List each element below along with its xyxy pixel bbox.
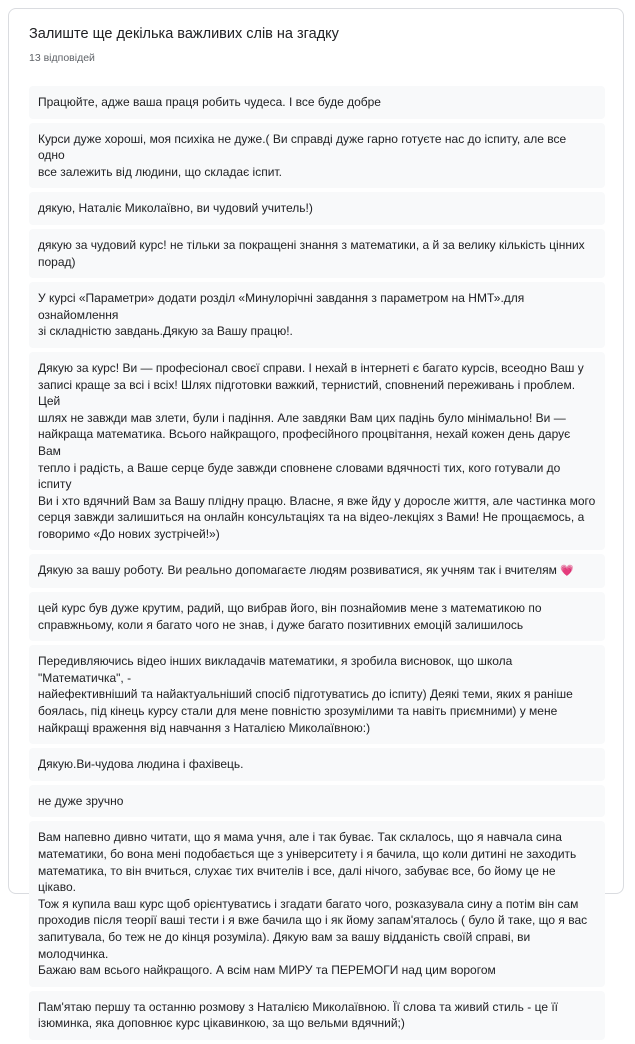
response-text: цей курс був дуже крутим, радий, що вибрав його, він познайомив мене з математикою по справжньому, коли я багато чого не знав, і дуже багато позитивних емоцій залишилось [38, 601, 542, 632]
question-card [8, 8, 624, 1031]
response-text: Працюйте, адже ваша праця робить чудеса. І все буде добре [38, 95, 381, 109]
response-item [29, 86, 605, 119]
response-count: 13 відповідей [29, 52, 95, 64]
response-item [29, 748, 605, 781]
response-text: Дякую.Ви-чудова людина і фахівець. [38, 757, 244, 772]
response-item [29, 554, 605, 588]
response-text: Передивляючись відео інших викладачів математики, я зробила висновок, що школа "Математичка", - найефективніший та найактуальніший спосіб підготуватись до іспиту) Деякі теми, яких я раніше боялась, під кінець курсу стали для мене повністю зрозумілими та навіть приємними) у мене найкращі враження від навчання з Наталією Миколаївною:) [38, 654, 573, 735]
response-item [29, 192, 605, 225]
response-item [29, 229, 605, 278]
response-item [29, 821, 605, 986]
response-item [29, 123, 605, 189]
heart-emoji-icon: 💗 [560, 564, 574, 578]
response-text: Дякую за курс! Ви — професіонал своєї справи. І нехай в інтернеті є багато курсів, всеодно Ваш у записі краще за всі і всіх! Шлях підготовки важкий, тернистий, сповнений переживань і проблем. Цей шлях не завжди мав злети, були і падіння. Але завдяки Вам цих падінь було мінімально! Ви — найкраща математика. Всього найкращого, професійного процвітання, нехай кожен день дарує Вам тепло і радість, а Ваше серце буде завжди сповнене словами вдячності тих, кого готували до іспиту Ви і хто вдячний Вам за Вашу плідну працю. Власне, я вже йду у доросле життя, але частинка мого серця завжди залишиться на онлайн консультаціях та на відео-лекціях з Вами! Не прощаємось, а говоримо «До нових зустрічей!») [38, 360, 596, 541]
response-text: Вам напевно дивно читати, що я мама учня, але і так буває. Так склалось, що я навчала сина математики, бо вона мені подобається ще з університету і я бачила, що коли дитині не заходить математика, то він вчиться, слухає тих вчителів і все, далі нічого, забуває все, бо йому це не цікаво. Тож я купила ваш курс щоб орієнтуватись і згадати багато чого, розказувала сину а потім він сам проходив після теорії ваші тести і я вже бачила що і як йому запам'яталось ( було й таке, що я вас запитувала, бо теж не до кінця розуміла). Дякую вам за вашу відданість своїй справі, ви молодчинка. Бажаю вам всього найкращого. А всім нам МИРУ та ПЕРЕМОГИ над цим ворогом [38, 830, 588, 978]
response-text: не дуже зручно [38, 793, 124, 808]
response-item [29, 592, 605, 641]
response-item [29, 991, 605, 1040]
response-item [29, 785, 605, 818]
response-item [29, 352, 605, 551]
responses-list [29, 86, 605, 1044]
response-text: У курсі «Параметри» додати розділ «Минулорічні завдання з параметром на НМТ».для ознайомлення зі складністю завдань.Дякую за Вашу працю!. [38, 291, 525, 339]
response-item [29, 645, 605, 744]
question-title: Залиште ще декілька важливих слів на згадку [29, 26, 339, 42]
response-text: Дякую за вашу роботу. Ви реально допомагаєте людям розвиватися, як учням так і вчителям [38, 563, 557, 578]
response-text: дякую за чудовий курс! не тільки за покращені знання з математики, а й за велику кількість цінних порад) [38, 237, 585, 269]
response-text: дякую, Наталіє Миколаївно, ви чудовий учитель!) [38, 201, 313, 216]
response-text: Пам'ятаю першу та останню розмову з Наталією Миколаївною. Її слова та живий стиль - це її ізюминка, яка доповнює курс цікавинкою, за що вельми вдячний;) [38, 999, 558, 1031]
response-text: Курси дуже хороші, моя психіка не дуже.( Ви справді дуже гарно готуєте нас до іспиту, але все одно все залежить від людини, що складає іспит. [38, 131, 567, 179]
response-item [29, 282, 605, 348]
